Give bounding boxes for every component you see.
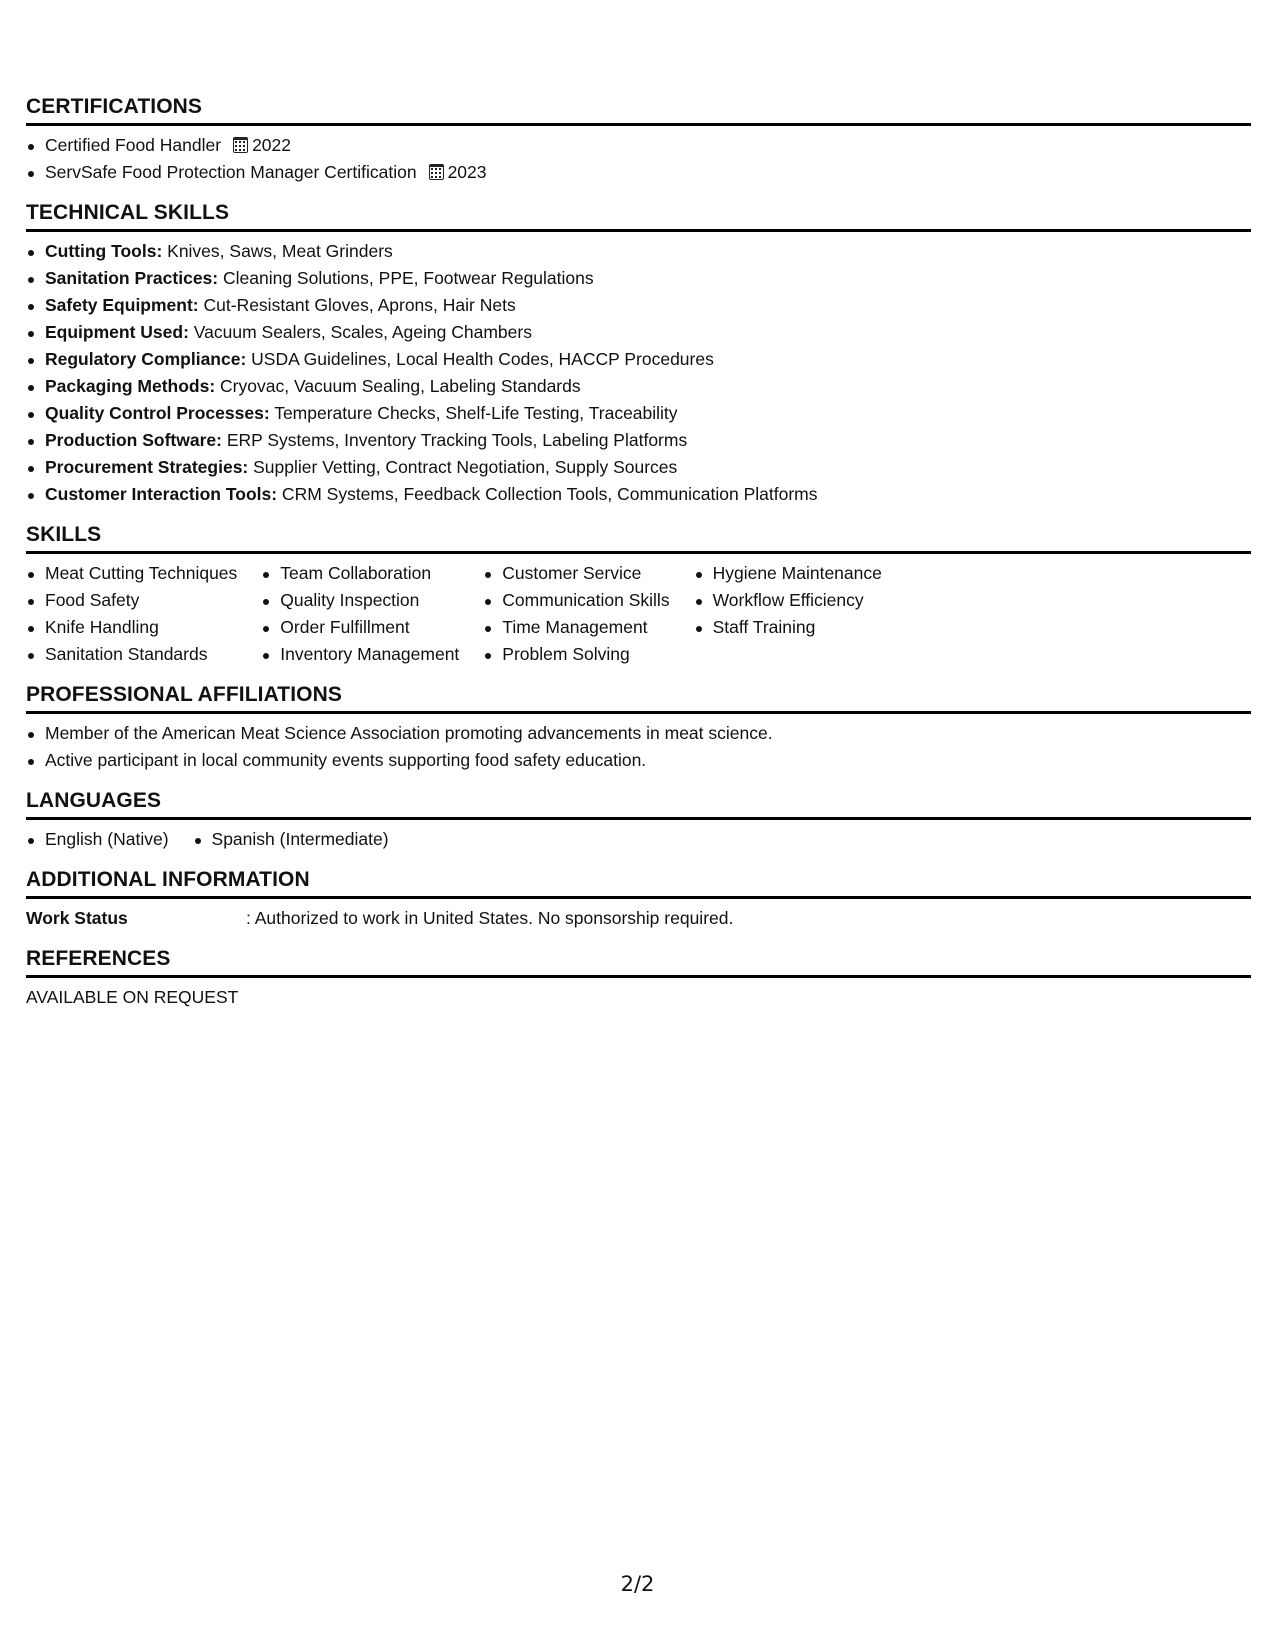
list-item — [26, 265, 1251, 292]
list-item — [26, 427, 1251, 454]
technical-skills-section — [26, 200, 1251, 508]
skill-category: Cutting Tools: — [45, 241, 163, 261]
skill-category: Production Software: — [45, 430, 222, 450]
list-item: Workflow Efficiency — [694, 587, 882, 614]
certifications-list — [26, 132, 1251, 186]
certifications-section — [26, 94, 1251, 186]
list-item: Order Fulfillment — [261, 614, 459, 641]
list-item: Meat Cutting Techniques — [26, 560, 237, 587]
list-item — [26, 400, 1251, 427]
certification-year: 2023 — [447, 162, 487, 182]
list-item: Hygiene Maintenance — [694, 560, 882, 587]
affiliations-list — [26, 720, 1251, 774]
list-item — [26, 292, 1251, 319]
list-item: Sanitation Standards — [26, 641, 237, 668]
skill-category: Packaging Methods: — [45, 376, 216, 396]
certification-name: Certified Food Handler — [45, 135, 222, 155]
list-item: Team Collaboration — [261, 560, 459, 587]
certifications-heading: CERTIFICATIONS — [26, 94, 1251, 126]
list-item: Quality Inspection — [261, 587, 459, 614]
skill-values: Vacuum Sealers, Scales, Ageing Chambers — [188, 322, 532, 342]
skill-category: Safety Equipment: — [45, 295, 199, 315]
languages-list — [26, 826, 1251, 853]
skills-section — [26, 522, 1251, 668]
resume-page — [26, 94, 1251, 1011]
skill-values: Cleaning Solutions, PPE, Footwear Regulations — [218, 268, 594, 288]
list-item: Problem Solving — [483, 641, 669, 668]
skill-category: Quality Control Processes: — [45, 403, 270, 423]
list-item: Staff Training — [694, 614, 882, 641]
skill-category: Equipment Used: — [45, 322, 189, 342]
list-item: Inventory Management — [261, 641, 459, 668]
skill-category: Customer Interaction Tools: — [45, 484, 278, 504]
references-section — [26, 946, 1251, 1011]
affiliations-section — [26, 682, 1251, 774]
list-item: Spanish (Intermediate) — [193, 826, 389, 853]
list-item — [26, 238, 1251, 265]
skill-values: CRM Systems, Feedback Collection Tools, Communication Platforms — [277, 484, 818, 504]
list-item: Time Management — [483, 614, 669, 641]
list-item: Communication Skills — [483, 587, 669, 614]
skill-values: ERP Systems, Inventory Tracking Tools, Labeling Platforms — [221, 430, 688, 450]
skills-heading: SKILLS — [26, 522, 1251, 554]
list-item — [26, 319, 1251, 346]
list-item — [26, 346, 1251, 373]
affiliations-heading: PROFESSIONAL AFFILIATIONS — [26, 682, 1251, 714]
skill-category: Procurement Strategies: — [45, 457, 249, 477]
list-item — [26, 159, 1251, 186]
list-item: Customer Service — [483, 560, 669, 587]
skill-values: Temperature Checks, Shelf-Life Testing, Traceability — [269, 403, 678, 423]
skills-column — [26, 560, 237, 668]
list-item: Knife Handling — [26, 614, 237, 641]
calendar-icon — [429, 164, 444, 180]
list-item: Active participant in local community events supporting food safety education. — [26, 747, 1251, 774]
skill-values: Cryovac, Vacuum Sealing, Labeling Standards — [215, 376, 581, 396]
certification-year: 2022 — [252, 135, 291, 155]
list-item — [26, 454, 1251, 481]
languages-heading: LANGUAGES — [26, 788, 1251, 820]
list-item: Food Safety — [26, 587, 237, 614]
page-number: 2/2 — [620, 1572, 655, 1596]
languages-section — [26, 788, 1251, 853]
work-status-row — [26, 905, 1251, 932]
additional-info-section — [26, 867, 1251, 932]
additional-info-heading: ADDITIONAL INFORMATION — [26, 867, 1251, 899]
list-item — [26, 373, 1251, 400]
skill-values: USDA Guidelines, Local Health Codes, HACCP Procedures — [246, 349, 714, 369]
skills-column — [261, 560, 459, 668]
skill-values: Knives, Saws, Meat Grinders — [162, 241, 393, 261]
skills-column — [694, 560, 882, 668]
skill-values: Supplier Vetting, Contract Negotiation, Supply Sources — [248, 457, 678, 477]
references-text: AVAILABLE ON REQUEST — [26, 987, 239, 1007]
list-item: Member of the American Meat Science Association promoting advancements in meat science. — [26, 720, 1251, 747]
skill-values: Cut-Resistant Gloves, Aprons, Hair Nets — [198, 295, 516, 315]
calendar-icon — [233, 137, 248, 153]
references-heading: REFERENCES — [26, 946, 1251, 978]
work-status-value: : Authorized to work in United States. No sponsorship required. — [246, 908, 734, 928]
technical-skills-list — [26, 238, 1251, 508]
list-item — [26, 132, 1251, 159]
skills-column — [483, 560, 669, 668]
list-item: English (Native) — [26, 826, 169, 853]
technical-skills-heading: TECHNICAL SKILLS — [26, 200, 1251, 232]
skills-grid — [26, 560, 1251, 668]
work-status-label: Work Status — [26, 908, 128, 928]
certification-name: ServSafe Food Protection Manager Certification — [45, 162, 417, 182]
list-item — [26, 481, 1251, 508]
skill-category: Sanitation Practices: — [45, 268, 219, 288]
skill-category: Regulatory Compliance: — [45, 349, 247, 369]
